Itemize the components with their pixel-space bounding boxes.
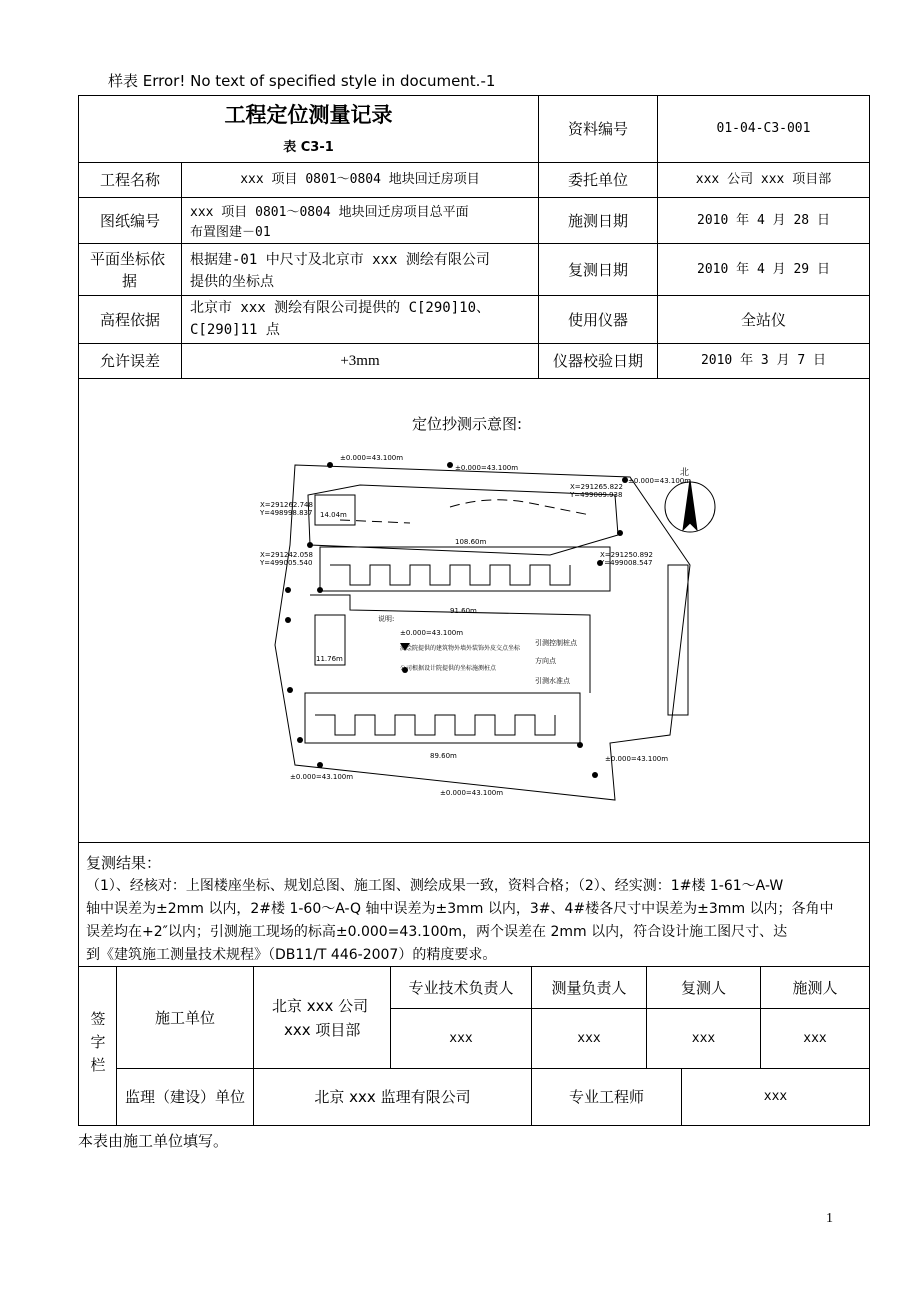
tolerance-label: 允许误差 — [99, 352, 160, 370]
coord-label-line2: 据 — [122, 272, 138, 290]
dimension-label: 11.76m — [316, 655, 343, 663]
legend-item: 公司根据设计院提供的坐标施测桩点 — [400, 665, 497, 672]
tolerance-value: +3mm — [340, 353, 380, 369]
rechecker-value: xxx — [691, 1030, 716, 1046]
result-line: 轴中误差为±2mm 以内，2#楼 1-60～A-Q 轴中误差为±3mm 以内，3#、4#楼各尺寸中误差为±3mm 以内；各角中 — [86, 901, 834, 917]
building-1 — [320, 547, 610, 591]
page-number: 1 — [826, 1211, 833, 1226]
coord-label: Y=498998.837 — [260, 509, 313, 517]
coord-label: X=291250.892 — [600, 551, 653, 559]
coord-label: Y=499005.540 — [260, 559, 313, 567]
doc-no-label: 资料编号 — [567, 120, 628, 138]
elevation-mark: ±0.000=43.100m — [455, 464, 519, 472]
engineer-value: xxx — [763, 1089, 788, 1104]
legend-item: 方向点 — [535, 657, 556, 665]
elev-value-line1: 北京市 xxx 测绘有限公司提供的 C[290]10、 — [190, 300, 491, 316]
dimension-label: 91.60m — [450, 607, 477, 615]
drawing-value-line2: 布置图建－01 — [190, 225, 271, 240]
row-line — [78, 378, 870, 379]
drawing-label: 图纸编号 — [99, 211, 160, 230]
doc-no-value: 01-04-C3-001 — [716, 121, 811, 136]
elevation-mark: ±0.000=43.100m — [605, 755, 669, 763]
elevation-mark: ±0.000=43.100m — [340, 454, 404, 462]
elev-label: 高程依据 — [99, 310, 160, 329]
coord-label-line1: 平面坐标依 — [90, 250, 166, 268]
coord-value-line2: 提供的坐标点 — [190, 274, 274, 290]
dimension-label: 14.04m — [320, 511, 347, 519]
surveyor-label: 施测人 — [792, 978, 838, 997]
road-dash — [450, 500, 590, 515]
elevation-mark: ±0.000=43.100m — [628, 477, 692, 485]
supervision-label: 监理（建设）单位 — [124, 1088, 245, 1106]
coord-label: Y=499008.547 — [600, 559, 653, 567]
calib-value: 2010 年 3 月 7 日 — [700, 353, 827, 368]
construction-unit-value-line2: xxx 项目部 — [284, 1021, 361, 1039]
coord-label: X=291242.058 — [260, 551, 313, 559]
north-label: 北 — [680, 468, 690, 478]
tech-lead-label: 专业技术负责人 — [408, 978, 514, 997]
row-line — [78, 842, 870, 843]
coord-label: X=291262.748 — [260, 501, 313, 509]
coord-label: X=291265.822 — [570, 483, 623, 491]
dimension-label: 108.60m — [455, 538, 487, 546]
survey-lead-value: xxx — [577, 1030, 601, 1046]
sign-section-label: 签字栏 — [88, 1010, 107, 1080]
elevation-mark: ±0.000=43.100m — [440, 789, 504, 797]
construction-unit-value-line1: 北京 xxx 公司 — [272, 997, 369, 1015]
coord-label: Y=499009.938 — [570, 491, 623, 499]
header-note: 样表 Error! No text of specified style in document.-1 — [108, 72, 496, 90]
construction-unit-label: 施工单位 — [154, 1008, 215, 1027]
drawing-value-line1: xxx 项目 0801～0804 地块回迁房项目总平面 — [190, 205, 469, 220]
legend-item: 引测水准点 — [535, 677, 570, 685]
surveyor-value: xxx — [803, 1030, 827, 1046]
side-strip — [668, 565, 688, 715]
instrument-value: 全站仪 — [740, 310, 786, 329]
recheck-date-label: 复测日期 — [567, 260, 628, 279]
diagram-title: 定位抄测示意图: — [412, 415, 523, 433]
result-label: 复测结果： — [86, 854, 162, 872]
engineer-label: 专业工程师 — [568, 1088, 644, 1106]
rechecker-label: 复测人 — [680, 978, 726, 997]
result-line: 到《建筑施工测量技术规程》（DB11/T 446-2007）的精度要求。 — [86, 947, 497, 963]
instrument-label: 使用仪器 — [567, 310, 628, 329]
coord-value-line1: 根据建-01 中尺寸及北京市 xxx 测绘有限公司 — [190, 252, 490, 268]
footer-note: 本表由施工单位填写。 — [78, 1132, 229, 1150]
survey-date-value: 2010 年 4 月 28 日 — [697, 212, 830, 228]
survey-date-label: 施测日期 — [567, 211, 628, 230]
supervision-value: 北京 xxx 监理有限公司 — [314, 1088, 471, 1106]
form-title: 工程定位测量记录 — [224, 103, 393, 127]
legend-item: 测绘院提供的建筑物外墙外装饰外皮交点坐标 — [400, 645, 521, 652]
result-line: 误差均在+2″以内；引测施工现场的标高±0.000=43.100m，两个误差在 2mm 以内，符合设计施工图尺寸、达 — [86, 924, 788, 940]
project-value: xxx 项目 0801～0804 地块回迁房项目 — [240, 172, 480, 187]
legend-note: 说明: — [378, 615, 395, 623]
survey-lead-label: 测量负责人 — [551, 978, 627, 997]
table-right-border — [869, 95, 870, 1125]
recheck-date-value: 2010 年 4 月 29 日 — [697, 261, 830, 277]
calib-label: 仪器校验日期 — [552, 352, 643, 370]
dimension-label: 89.60m — [430, 752, 457, 760]
table-left-border — [78, 95, 79, 1125]
project-label: 工程名称 — [99, 171, 160, 189]
site-plan-diagram — [250, 445, 720, 815]
tech-lead-value: xxx — [449, 1030, 473, 1046]
table-bottom-border — [78, 1125, 870, 1126]
result-line: （1）、经核对：上图楼座坐标、规划总图、施工图、测绘成果一致，资料合格；（2）、经实测：1#楼 1-61～A-W — [86, 878, 784, 894]
client-label: 委托单位 — [567, 171, 628, 189]
elevation-mark: ±0.000=43.100m — [400, 629, 464, 637]
client-value: xxx 公司 xxx 项目部 — [695, 172, 832, 187]
form-code: 表 C3-1 — [283, 140, 334, 155]
elevation-mark: ±0.000=43.100m — [290, 773, 354, 781]
elev-value-line2: C[290]11 点 — [190, 322, 280, 338]
legend-item: 引测控制桩点 — [535, 639, 577, 647]
